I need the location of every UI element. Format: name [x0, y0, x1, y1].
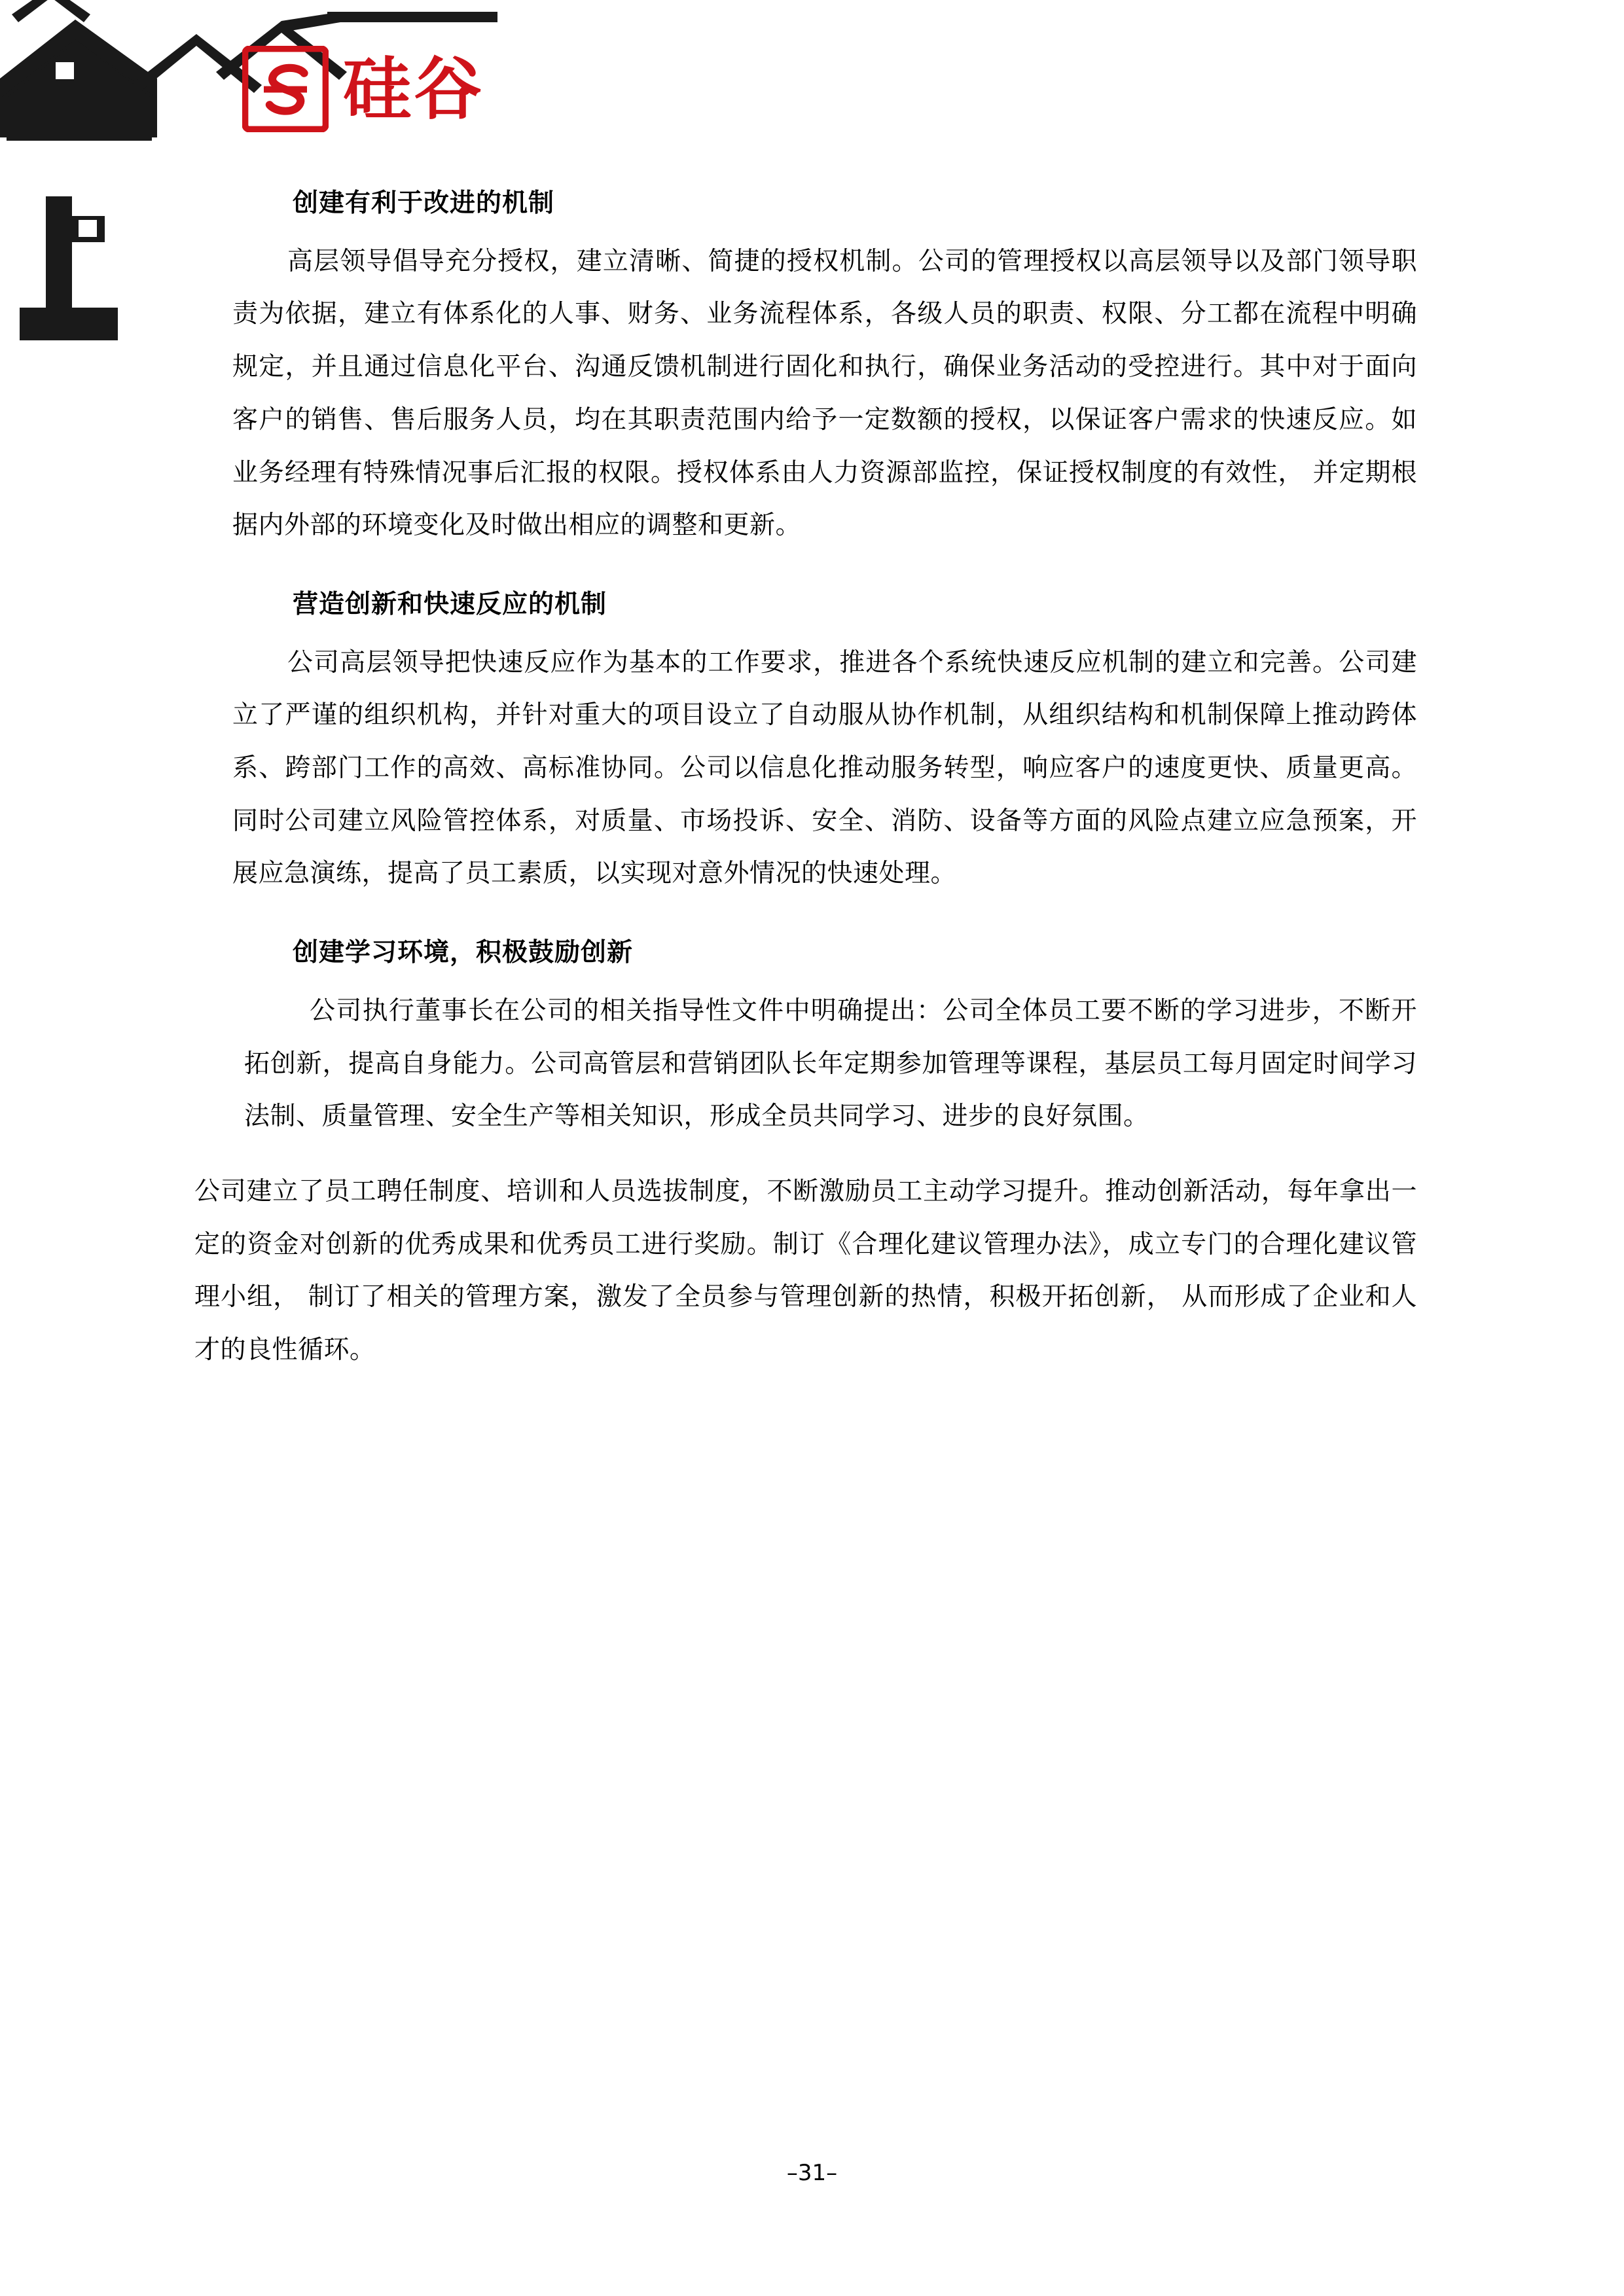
- section-1-heading: 创建有利于改进的机制: [293, 188, 555, 218]
- page-number: –31–: [786, 2160, 838, 2186]
- section-2-paragraph-1: 公司高层领导把快速反应作为基本的工作要求，推进各个系统快速反应机制的建立和完善。公司建立了严谨的组织机构，并针对重大的项目设立了自动服从协作机制，从组织结构和机制保障上推动跨体系、跨部门工作的高效、高标准协同。公司以信息化推动服务转型，响应客户的速度更快、质量更高。同时公司建立风险管控体系，对质量、市场投诉、安全、消防、设备等方面的风险点建立应急预案，开展应急演练，提高了员工素质，以实现对意外情况的快速处理。: [232, 647, 1417, 889]
- section-1: [232, 187, 1417, 552]
- company-logo: [242, 46, 484, 132]
- logo-wordmark: 硅谷: [343, 49, 485, 129]
- logo-mark-icon: [242, 46, 329, 132]
- page-footer: [0, 2160, 1624, 2186]
- section-3-paragraph-1: 公司执行董事长在公司的相关指导性文件中明确提出：公司全体员工要不断的学习进步，不断开拓创新，提高自身能力。公司高管层和营销团队长年定期参加管理等课程，基层员工每月固定时间学习法制、质量管理、安全生产等相关知识，形成全员共同学习、进步的良好氛围。: [244, 996, 1417, 1132]
- section-3: [194, 936, 1417, 1377]
- section-1-paragraph-1: 高层领导倡导充分授权，建立清晰、简捷的授权机制。公司的管理授权以高层领导以及部门领导职责为依据，建立有体系化的人事、财务、业务流程体系，各级人员的职责、权限、分工都在流程中明确规定，并且通过信息化平台、沟通反馈机制进行固化和执行，确保业务活动的受控进行。其中对于面向客户的销售、售后服务人员，均在其职责范围内给予一定数额的授权，以保证客户需求的快速反应。如业务经理有特殊情况事后汇报的权限。授权体系由人力资源部监控，保证授权制度的有效性， 并定期根据内外部的环境变化及时做出相应的调整和更新。: [232, 246, 1417, 541]
- section-3-heading: 创建学习环境，积极鼓励创新: [293, 938, 634, 968]
- section-2: [232, 588, 1417, 901]
- document-body: [194, 187, 1417, 1399]
- section-2-heading: 营造创新和快速反应的机制: [293, 589, 607, 619]
- section-3-paragraph-2: 公司建立了员工聘任制度、培训和人员选拔制度，不断激励员工主动学习提升。推动创新活动，每年拿出一定的资金对创新的优秀成果和优秀员工进行奖励。制订《合理化建议管理办法》，成立专门的合理化建议管理小组， 制订了相关的管理方案，激发了全员参与管理创新的热情，积极开拓创新， 从而形成了企业和人才的良性循环。: [194, 1176, 1417, 1365]
